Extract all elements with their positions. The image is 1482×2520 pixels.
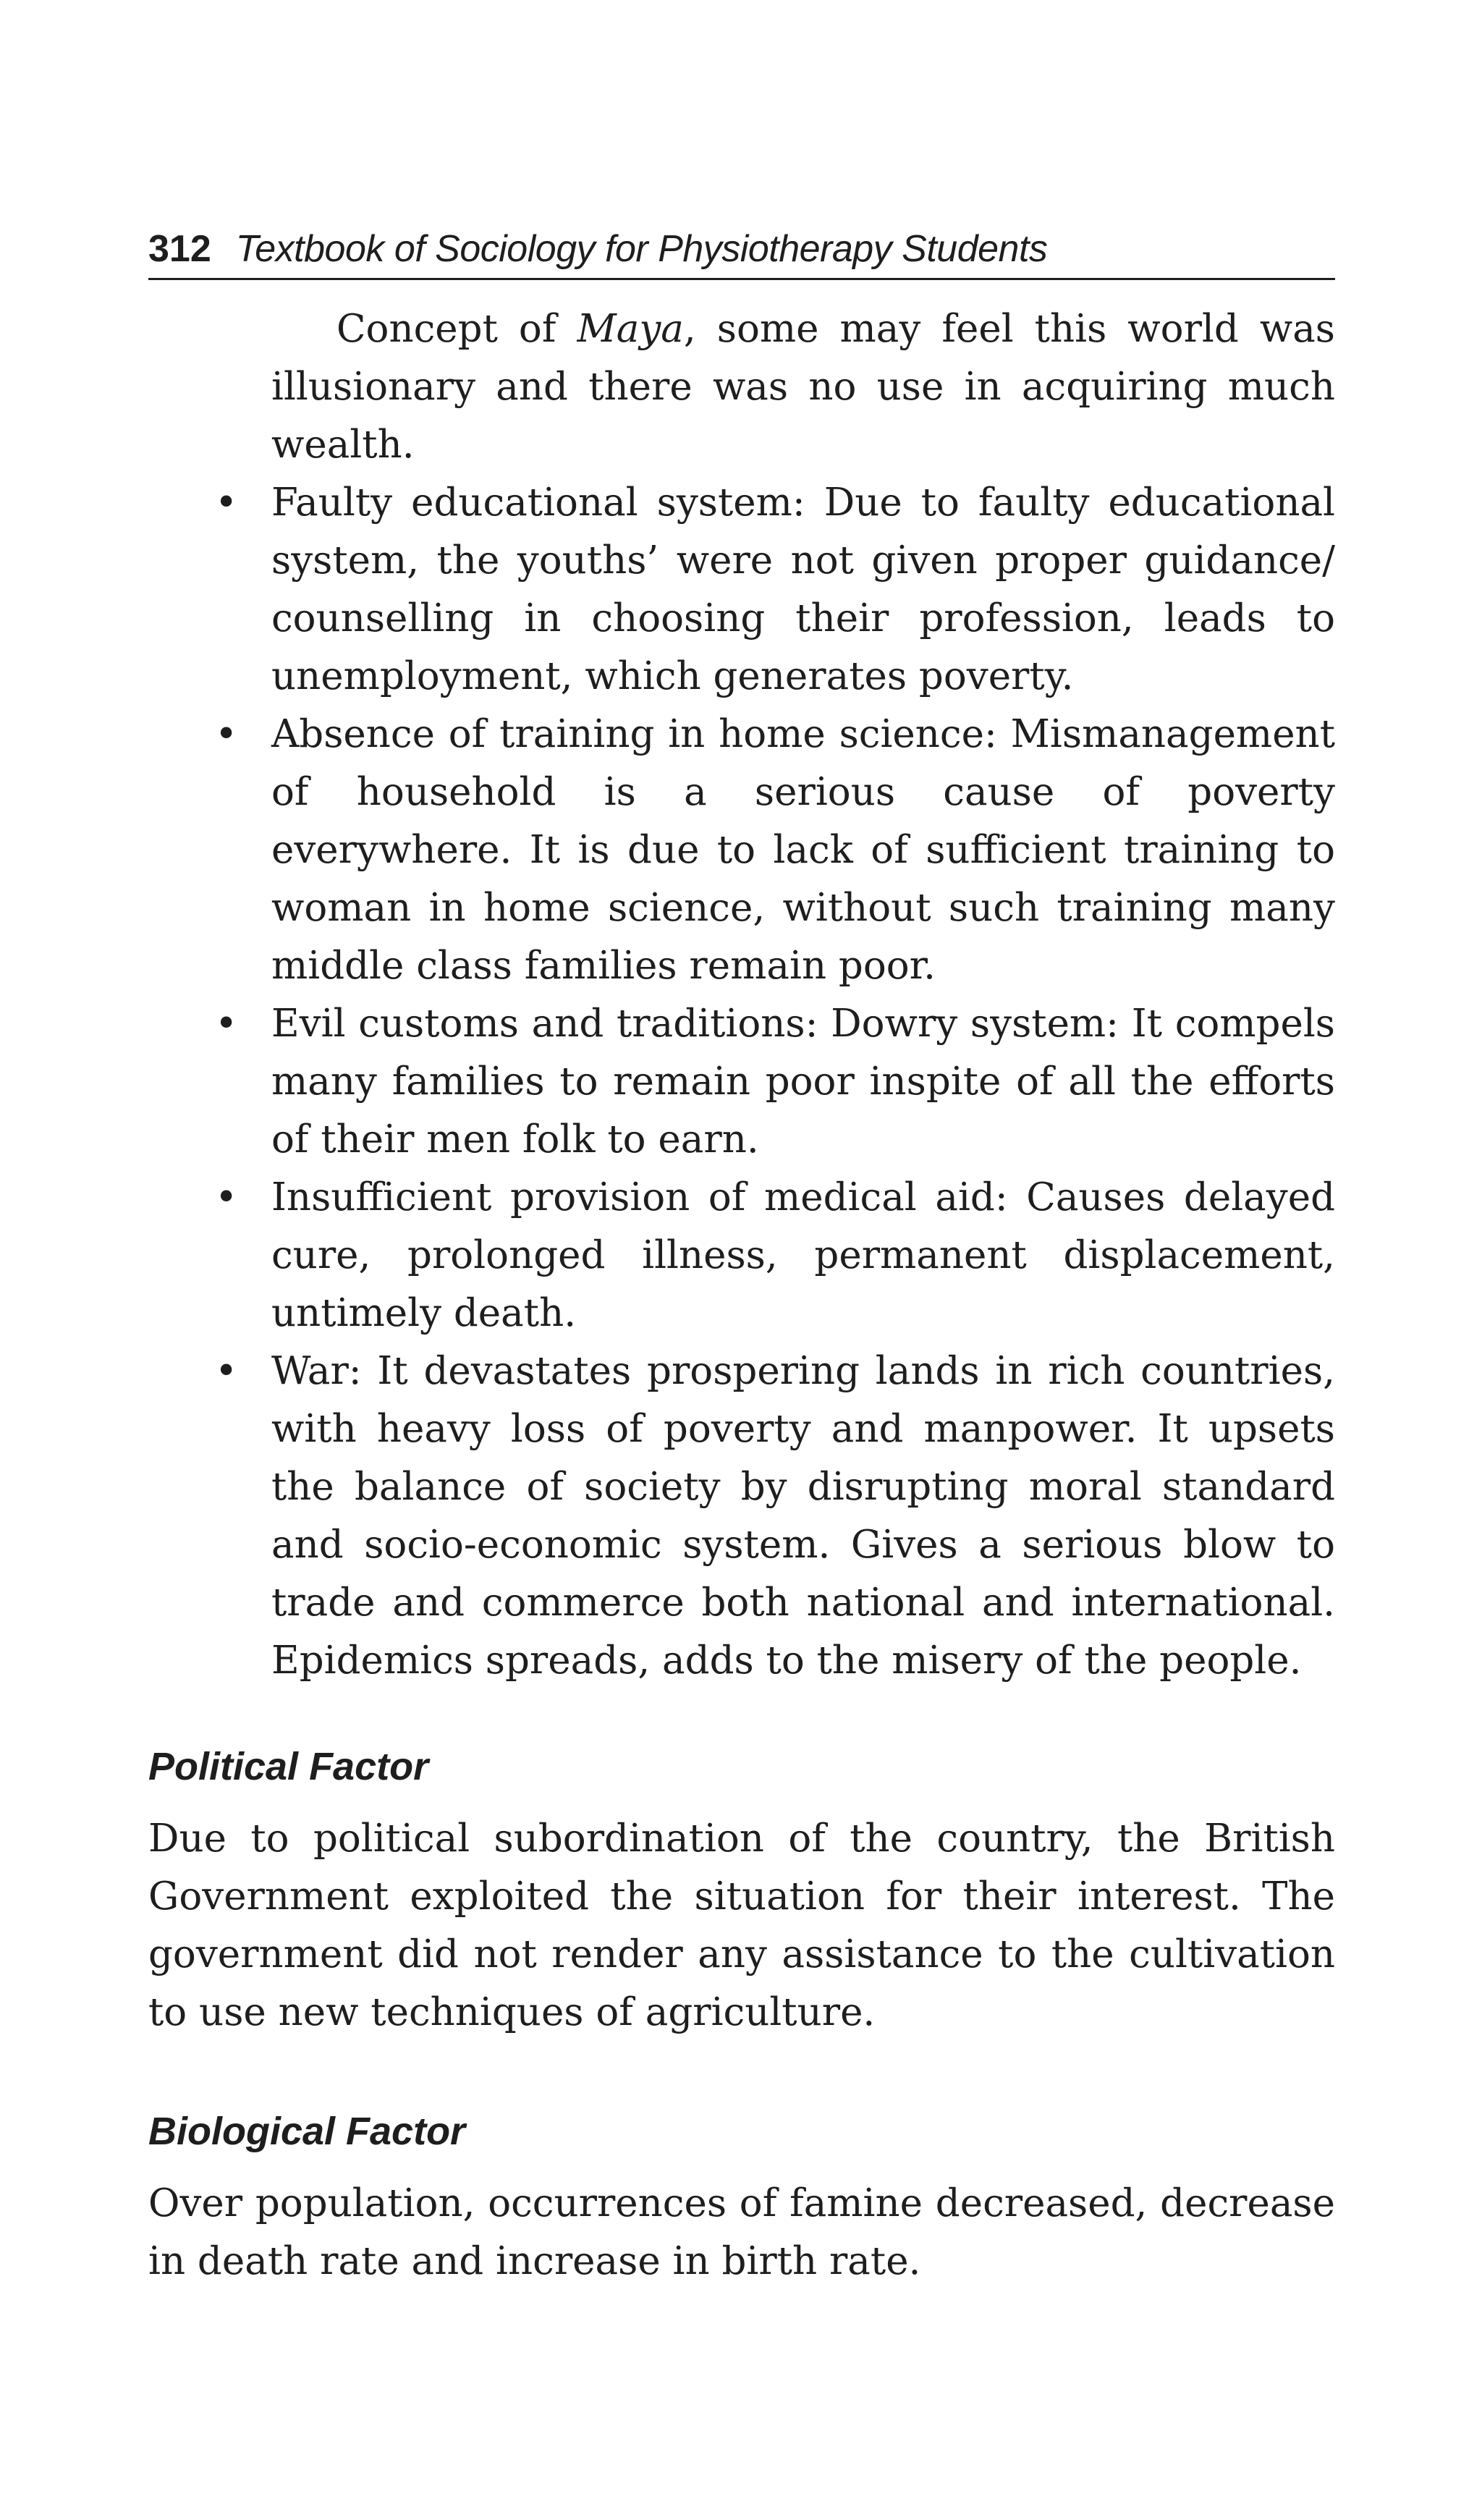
maya-term: Maya bbox=[577, 307, 684, 351]
bullet-text: War: It devastates prospering lands in rich countries, with heavy loss of poverty and manpower. It upsets the balance of society by disrupting moral standard and socio-economic system. Gives a serious blow to trade and commerce both national and international. Epidemics spreads, adds to the misery of the people. bbox=[271, 1349, 1335, 1683]
bullet-icon: • bbox=[215, 481, 238, 525]
bullet-icon: • bbox=[215, 712, 238, 756]
biological-factor-heading: Biological Factor bbox=[148, 2110, 466, 2153]
continued-paragraph bbox=[271, 300, 1335, 474]
bullet-icon: • bbox=[215, 1002, 238, 1046]
list-item bbox=[148, 995, 1335, 1169]
book-page bbox=[148, 210, 1335, 2291]
book-title: Textbook of Sociology for Physiotherapy Students bbox=[235, 228, 1048, 270]
cause-bullet-list bbox=[148, 474, 1335, 1690]
continued-prefix: Concept of bbox=[336, 307, 577, 351]
bullet-text: Faulty educational system: Due to faulty educational system, the youths’ were not given proper guidance/ counselling in choosing their profession, leads to unemployment, which generates poverty. bbox=[271, 481, 1335, 698]
bullet-icon: • bbox=[215, 1349, 238, 1393]
list-item bbox=[148, 706, 1335, 995]
political-factor-heading: Political Factor bbox=[148, 1745, 429, 1788]
continued-suffix: , some may feel this world was illusionary and there was no use in acquiring much wealth. bbox=[271, 307, 1335, 467]
bullet-text: Evil customs and traditions: Dowry system: It compels many families to remain poor inspite of all the efforts of their men folk to earn. bbox=[271, 1002, 1335, 1162]
running-header bbox=[148, 210, 1335, 280]
page-number: 312 bbox=[148, 228, 211, 270]
biological-factor-paragraph: Over population, occurrences of famine decreased, decrease in death rate and increase in birth rate. bbox=[148, 2181, 1335, 2283]
list-item bbox=[148, 1343, 1335, 1690]
list-item bbox=[148, 1169, 1335, 1343]
bullet-text: Insufficient provision of medical aid: Causes delayed cure, prolonged illness, permanent displacement, untimely death. bbox=[271, 1175, 1335, 1335]
bullet-icon: • bbox=[215, 1175, 238, 1219]
list-item bbox=[148, 474, 1335, 706]
political-factor-paragraph: Due to political subordination of the country, the British Government exploited the situation for their interest. The government did not render any assistance to the cultivation to use new techniques of agriculture. bbox=[148, 1817, 1335, 2034]
bullet-text: Absence of training in home science: Mismanagement of household is a serious cause of poverty everywhere. It is due to lack of sufficient training to woman in home science, without such training many middle class families remain poor. bbox=[271, 712, 1335, 988]
